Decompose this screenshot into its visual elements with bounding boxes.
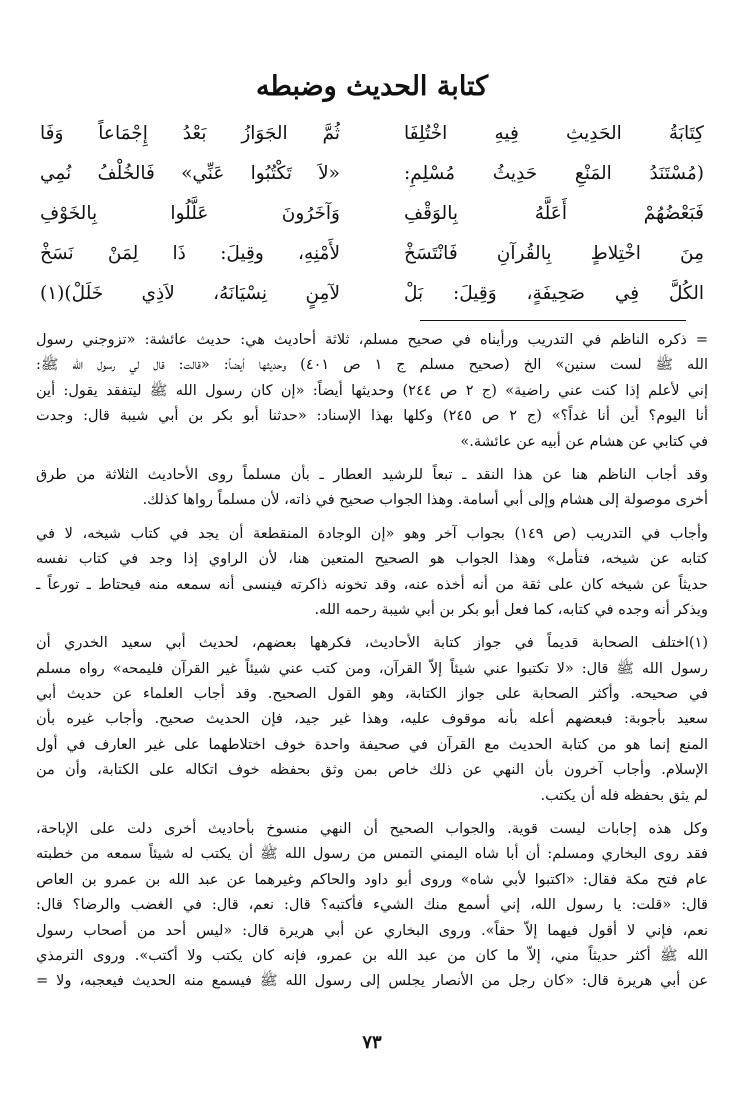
verse	[40, 234, 704, 274]
verse-second-hemistich: «لاَ تَكْتُبُوا عَنِّي» فَالخُلْفُ نُمِي	[40, 163, 340, 184]
text-line: الإسلام. وأجاب آخرون بأن النهي عن ذلك خاص بمن وثق بحفظه خوف اتكاله على الكتابة، وأن من	[36, 762, 708, 779]
verse-first-hemistich: فَبَعْضُهُمْ أَعَلَّهُ بِالوَقْفِ	[404, 203, 704, 224]
text-line: إني لأعلم إذا كنت عني راضية» (ج ٢ ص ٢٤٤) وحديثها أيضاً: «إن كان رسول الله ﷺ ليتفقد يقول: أين	[36, 382, 708, 399]
text-line: قال: «قلت: يا رسول الله، إني أسمع منك الشيء فأكتبه؟ قال: نعم، قال: في الغضب والرضا؟ قال:	[36, 897, 708, 914]
text-line: أخرى موصولة إلى هشام وإلى أبي أسامة. وهذا الجواب صحيح في ذاته، لأن مسلماً رواها كذلك.	[142, 492, 708, 509]
verse-second-hemistich: وَآخَرُونَ عَلَّلُوا بِالخَوْفِ	[40, 203, 340, 224]
verse	[40, 154, 704, 194]
text-line: في صحيحه. وأكثر الصحابة على جواز الكتابة، وهو القول الصحيح. وقد أجاب العلماء عن حديث أبي	[36, 686, 708, 703]
footnotes	[36, 328, 708, 1003]
footnote-paragraph	[36, 463, 708, 514]
verse	[40, 274, 704, 314]
text-line: عام فتح مكة فقال: «اكتبوا لأبي شاه» وروى أبو داود والحاكم وغيرهما عن عبد الله بن عمرو بن العاص	[36, 871, 708, 888]
text-line: لم يثق بحفظه فله أن يكتب.	[540, 787, 708, 804]
footnote-divider	[420, 320, 686, 321]
text-line: حديثاً عن شيخه كان على ثقة من أنه أخذه عنه، وقد تخونه ذاكرته فينسى أنه سمعه منه فيحتاط ـ تورعاً ـ	[36, 576, 708, 593]
text-line: سعيد بأجوبة: فبعضهم أعله بأنه موقوف عليه، وهذا غير جيد، فإن الحديث صحيح. وأجاب غيره بأن	[36, 711, 708, 728]
verse	[40, 114, 704, 154]
page-number: ٧٣	[362, 1032, 382, 1053]
text-line: ويذكر أنه وجده في كتابه، كما فعل أبو بكر بن أبي شيبة رحمه الله.	[314, 601, 708, 618]
footnote-paragraph	[36, 522, 708, 624]
verse-first-hemistich: الكُلَّ فِي صَحِيفَةٍ، وَقِيلَ: بَلْ	[404, 283, 704, 304]
footnote-paragraph	[36, 328, 708, 455]
footnote-paragraph	[36, 817, 708, 995]
verse-second-hemistich: لأَمْنِهِ، وقِيلَ: ذَا لِمَنْ نَسَخْ	[40, 243, 340, 264]
verse-first-hemistich: (مُسْتَنَدُ المَنْعِ حَدِيثُ مُسْلِمِ:	[404, 163, 704, 184]
verse	[40, 194, 704, 234]
footnote-paragraph	[36, 631, 708, 809]
text-line: أنا اليوم؟ أين أنا غداً؟» (ج ٢ ص ٢٤٥) وكلها بهذا الإسناد: «حدثنا أبو بكر بن أبي شيبة قال: وجدت	[36, 408, 708, 425]
text-line: = ذكره الناظم في التدريب ورأيناه في صحيح مسلم، ثلاثة أحاديث هي: حديث عائشة: «تزوجني رسول	[36, 332, 708, 348]
text-line: وأجاب في التدريب (ص ١٤٩) بجواب آخر وهو «إن الوجادة المنقطعة أن يجد في كتاب شيخه، لا في	[36, 525, 708, 542]
text-line: رسول الله ﷺ قال: «لا تكتبوا عني شيئاً إلاّ القرآن، ومن كتب عني شيئاً غير القرآن فليمحه» رواه مسلم	[36, 660, 708, 677]
text-line: المنع إنما هو من كتابة الحديث مع القرآن في صحيفة واحدة خوف اختلاطهما على غير العارف في أول	[36, 736, 708, 753]
verse-first-hemistich: مِنَ اخْتِلاطٍ بِالقُرآنِ فَانْتَسَخْ	[404, 243, 704, 264]
verse-second-hemistich: ثُمَّ الجَوَازُ بَعْدُ إِجْمَاعاً وَفَا	[40, 123, 340, 144]
verse-first-hemistich: كِتَابَةُ الحَدِيثِ فِيهِ اخْتُلِفَا	[404, 123, 704, 144]
text-line: فقد روى البخاري ومسلم: أن أبا شاه اليمني التمس من رسول الله ﷺ أن يكتب له شيئاً سمعه من خطبته	[36, 846, 708, 863]
verse-second-hemistich: لآمِنٍ نِسْيَانَهُ، لاَذِي خَلَلْ)(١)	[40, 283, 340, 304]
text-line: وقد أجاب الناظم هنا عن هذا النقد ـ تبعاً للرشيد العطار ـ بأن مسلماً روى الأحاديث الثلاثة من طرق	[36, 466, 708, 483]
text-line: (١)اختلف الصحابة قديماً في جواز كتابة الأحاديث، فكرهها بعضهم، لحديث أبي سعيد الخدري أن	[36, 635, 708, 652]
text-line: الله ﷺ لست سنين» الخ (صحيح مسلم ج ١ ص ٤٠١) وحديثها أيضاً: «قالت: قال لي رسول الله ﷺ:	[36, 357, 708, 374]
text-line: وكل هذه إجابات ليست قوية. والجواب الصحيح أن النهي منسوخ بأحاديث أخرى دلت على الإباحة،	[36, 821, 708, 838]
poem-block	[40, 114, 704, 314]
page-title: كتابة الحديث وضبطه	[255, 71, 489, 102]
text-line: كتابه عن شيخه، فتأمل» وهذا الجواب هو الصحيح المتعين هنا، لأن الراوي إذا وجد في كتاب نفسه	[36, 551, 708, 568]
text-line: الله ﷺ أكثر حديثاً مني، إلاّ ما كان من عبد الله بن عمرو، فإنه كان يكتب ولا أكتب». وروى الترمذي	[36, 947, 708, 964]
text-line: عن أبي هريرة قال: «كان رجل من الأنصار يجلس إلى رسول الله ﷺ فيسمع منه الحديث فيعجبه، ولا =	[36, 973, 708, 990]
text-line: نعم، فإني لا أقول فيهما إلاّ حقاً». وروى البخاري عن أبي هريرة قال: «ليس أحد من أصحاب رسول	[36, 922, 708, 939]
text-line: في كتابي عن هشام عن أبيه عن عائشة.»	[460, 433, 708, 450]
